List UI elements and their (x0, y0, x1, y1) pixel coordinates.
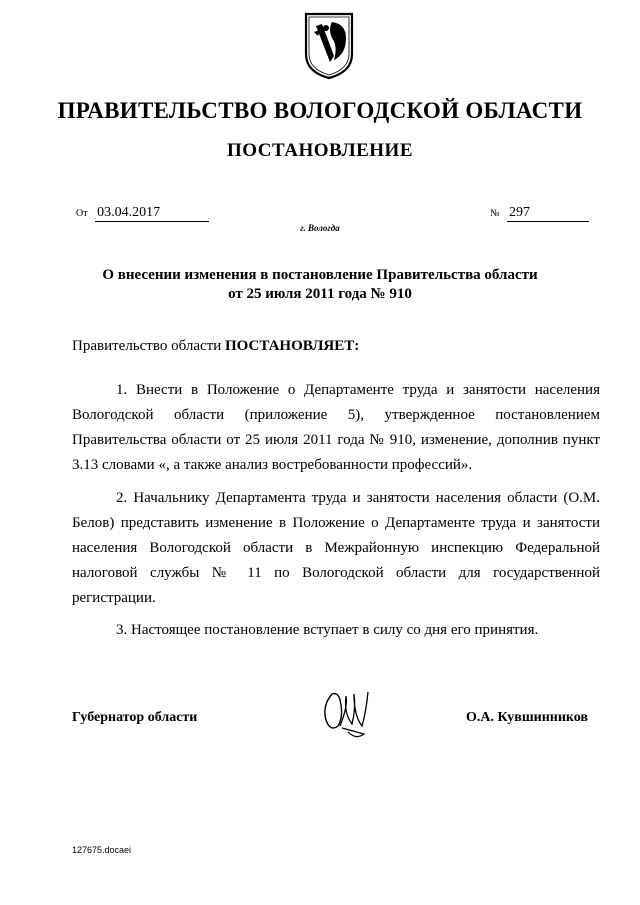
paragraph-3: 3. Настоящее постановление вступает в силу со дня его принятия. (116, 622, 539, 638)
title-line-1: О внесении изменения в постановление Правительства области (102, 267, 538, 283)
paragraph-2: 2. Начальнику Департамента труда и занятости населения области (О.М. Белов) представить изменение в Положение о Департаменте труда и занятости населения Вологодской области в Межрайонную инспекцию Федеральной налоговой службы № 11 по Вологодской области для государственной регистрации. (72, 490, 600, 606)
title-line-2: от 25 июля 2011 года № 910 (228, 286, 412, 302)
signatory-position: Губернатор области (72, 710, 198, 725)
number-label: № (490, 208, 500, 219)
file-reference: 127675.docaei (72, 845, 132, 855)
handwritten-signature (318, 686, 374, 742)
document-type-heading: ПОСТАНОВЛЕНИЕ (226, 140, 414, 161)
resolution-lead (72, 338, 359, 355)
document-date: 03.04.2017 (95, 205, 209, 222)
lead-text: Правительство области (72, 338, 225, 354)
document-date-block (76, 205, 209, 222)
city-label: г. Вологда (300, 223, 340, 233)
document-number: 297 (507, 205, 589, 222)
lead-keyword: ПОСТАНОВЛЯЕТ: (224, 338, 360, 354)
coat-of-arms-emblem (302, 10, 356, 80)
paragraph-1: 1. Внести в Положение о Департаменте труда и занятости населения Вологодской области (приложение 5), утвержденное постановлением Правительства области от 25 июля 2011 года № 910, изменение, дополнив пункт 3.13 словами «, а также анализ востребованности профессий». (72, 382, 600, 473)
document-title (60, 266, 580, 304)
date-label: От (76, 208, 88, 219)
signatory-name: О.А. Кувшинников (465, 710, 588, 725)
government-heading: ПРАВИТЕЛЬСТВО ВОЛОГОДСКОЙ ОБЛАСТИ (57, 98, 583, 123)
document-number-block (490, 205, 589, 222)
